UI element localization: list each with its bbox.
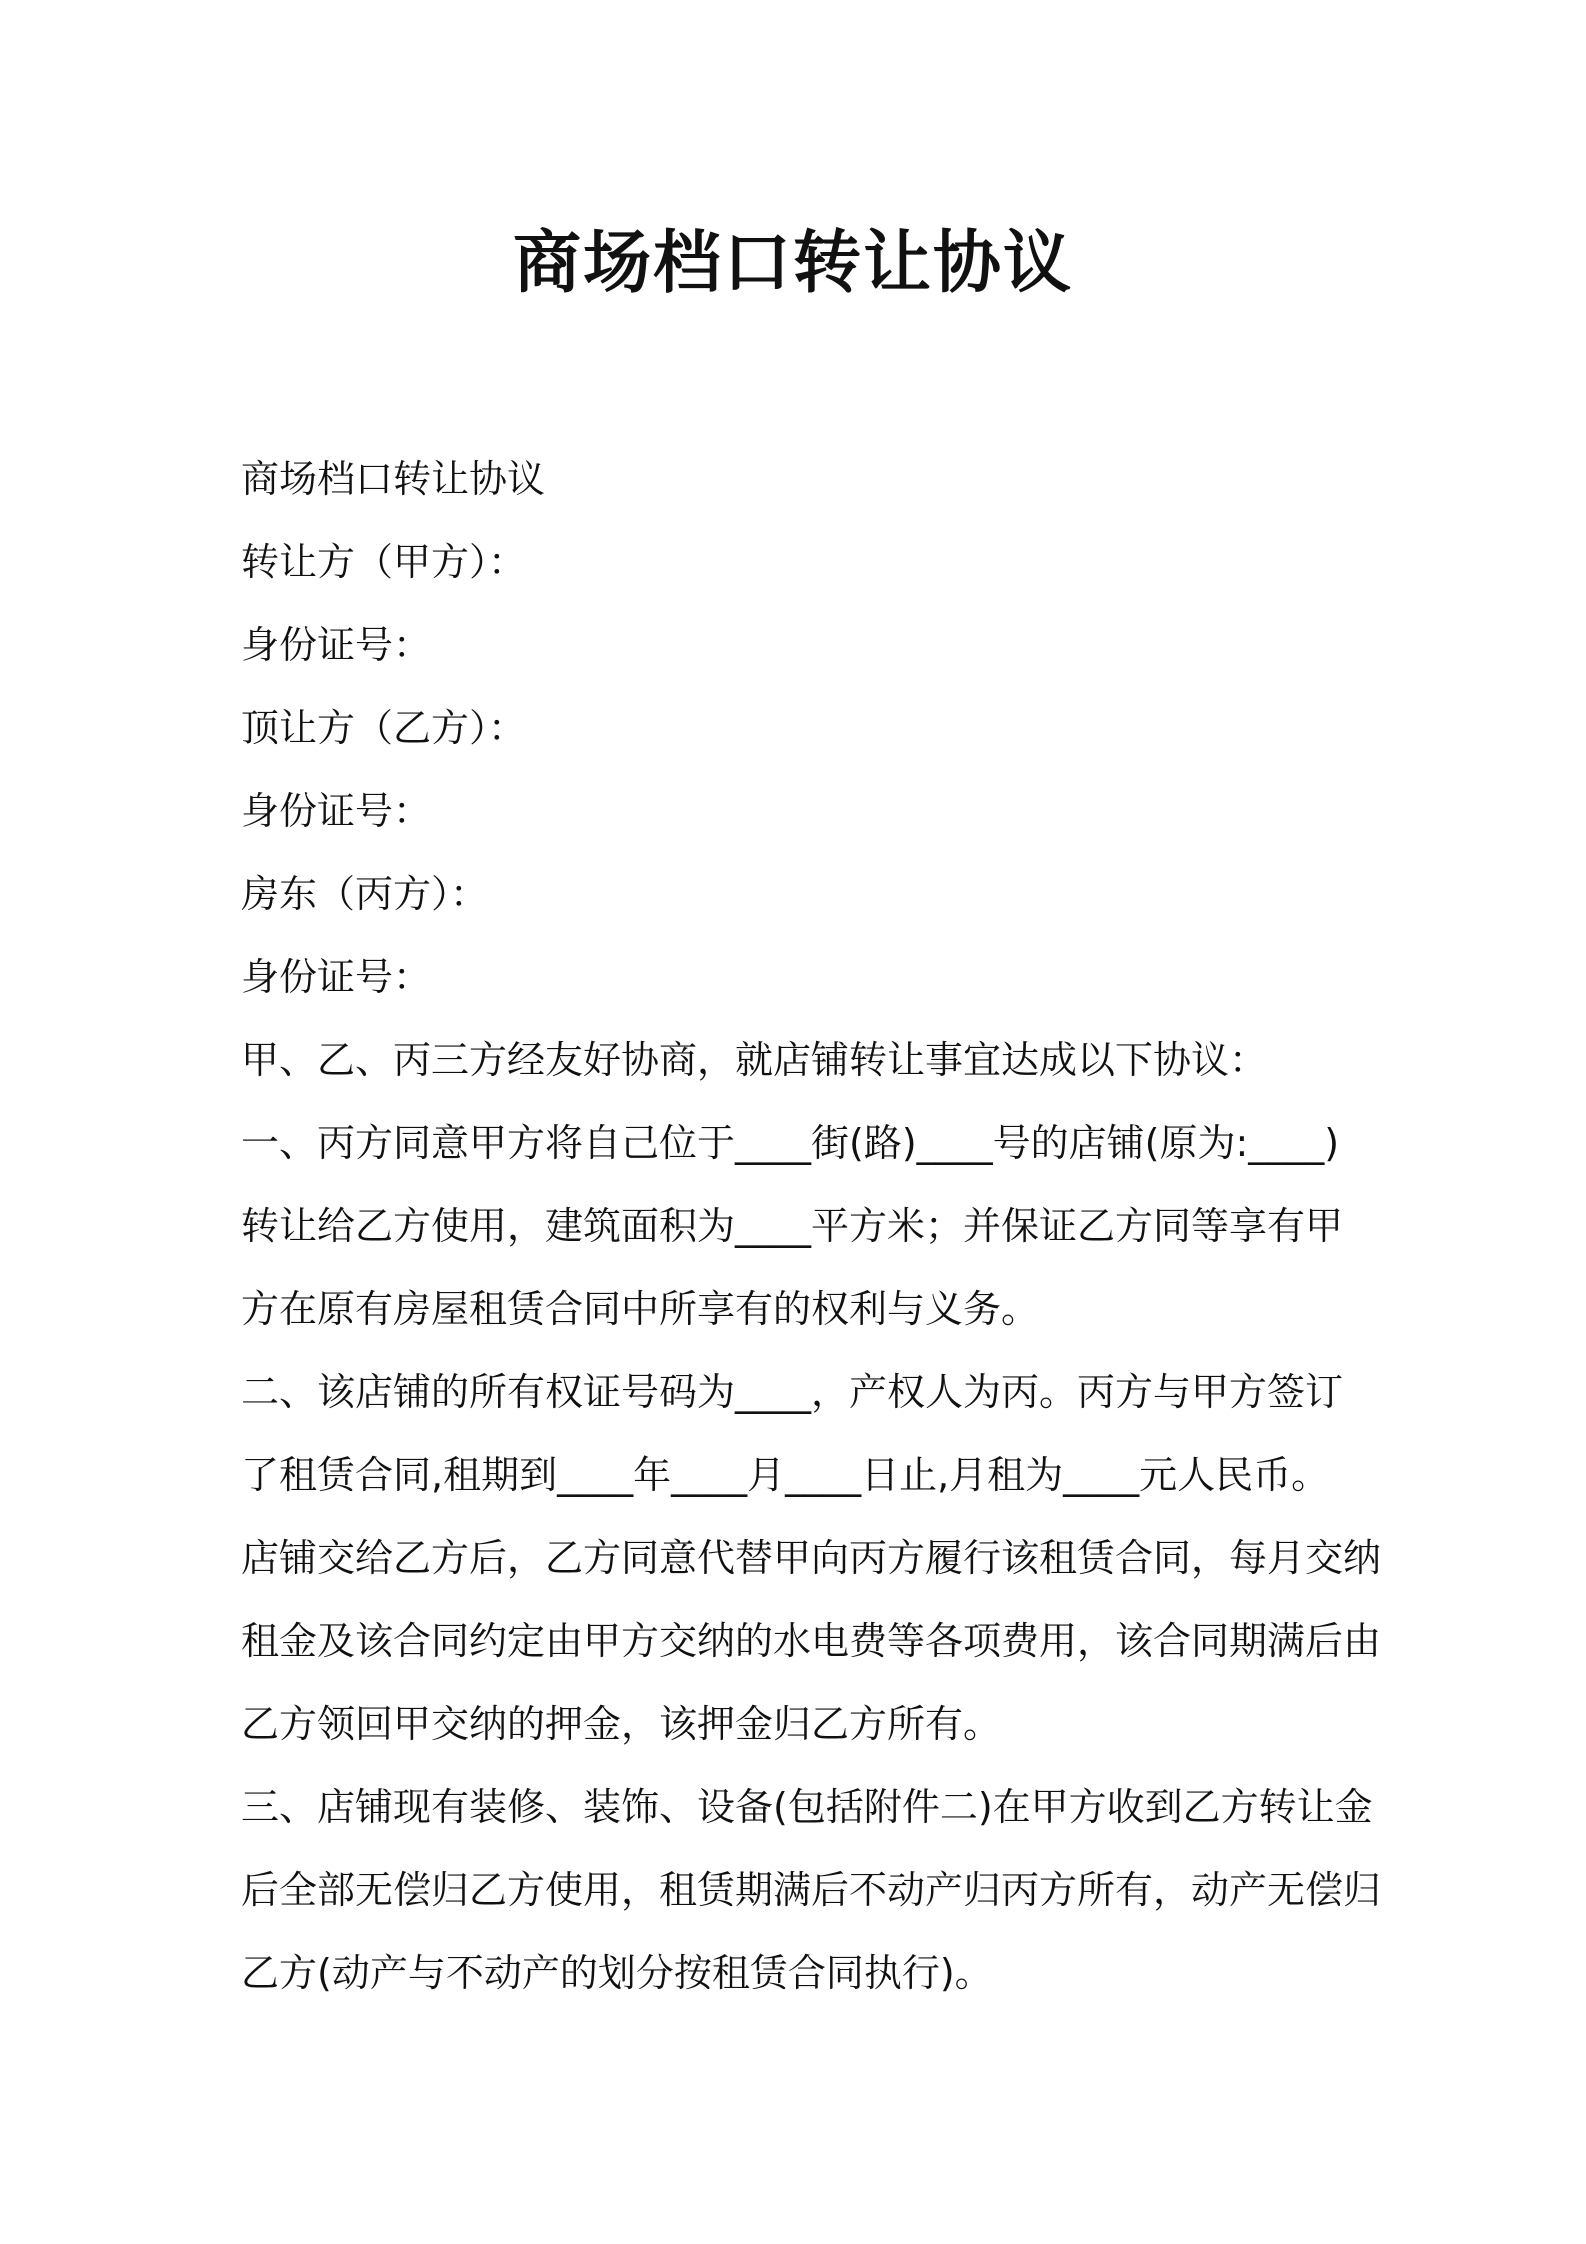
clause-2-line-2: 了租赁合同,租期到____年____月____日止,月租为____元人民币。 bbox=[241, 1453, 1330, 1497]
transferee-id-field: 身份证号： bbox=[241, 789, 432, 833]
clause-2-line-1: 二、该店铺的所有权证号码为____，产权人为丙。丙方与甲方签订 bbox=[241, 1370, 1344, 1414]
document-body bbox=[241, 438, 1382, 2015]
transferor-id-field: 身份证号： bbox=[241, 623, 432, 667]
transferee-field: 顶让方（乙方）： bbox=[241, 706, 527, 750]
clause-3-line-3: 乙方(动产与不动产的划分按租赁合同执行)。 bbox=[241, 1951, 993, 1995]
body-heading: 商场档口转让协议 bbox=[241, 457, 546, 501]
landlord-field: 房东（丙方）： bbox=[241, 872, 489, 916]
clause-2-line-5: 乙方领回甲交纳的押金，该押金归乙方所有。 bbox=[241, 1702, 1002, 1746]
landlord-id-field: 身份证号： bbox=[241, 955, 432, 999]
clause-3-line-2: 后全部无偿归乙方使用，租赁期满后不动产归丙方所有，动产无偿归 bbox=[241, 1868, 1382, 1912]
clause-1-line-3: 方在原有房屋租赁合同中所享有的权利与义务。 bbox=[241, 1287, 1040, 1331]
clause-2-line-3: 店铺交给乙方后，乙方同意代替甲向丙方履行该租赁合同，每月交纳 bbox=[241, 1536, 1382, 1580]
clause-2-line-4: 租金及该合同约定由甲方交纳的水电费等各项费用，该合同期满后由 bbox=[241, 1619, 1382, 1663]
clause-1-line-1: 一、丙方同意甲方将自己位于____街(路)____号的店铺(原为:____) bbox=[241, 1121, 1340, 1165]
transferor-field: 转让方（甲方）： bbox=[241, 540, 527, 584]
clause-3-line-1: 三、店铺现有装修、装饰、设备(包括附件二)在甲方收到乙方转让金 bbox=[241, 1785, 1373, 1829]
agreement-intro: 甲、乙、丙三方经友好协商，就店铺转让事宜达成以下协议： bbox=[241, 1038, 1268, 1082]
document-title: 商场档口转让协议 bbox=[512, 224, 1073, 303]
clause-1-line-2: 转让给乙方使用，建筑面积为____平方米；并保证乙方同等享有甲 bbox=[241, 1204, 1344, 1248]
